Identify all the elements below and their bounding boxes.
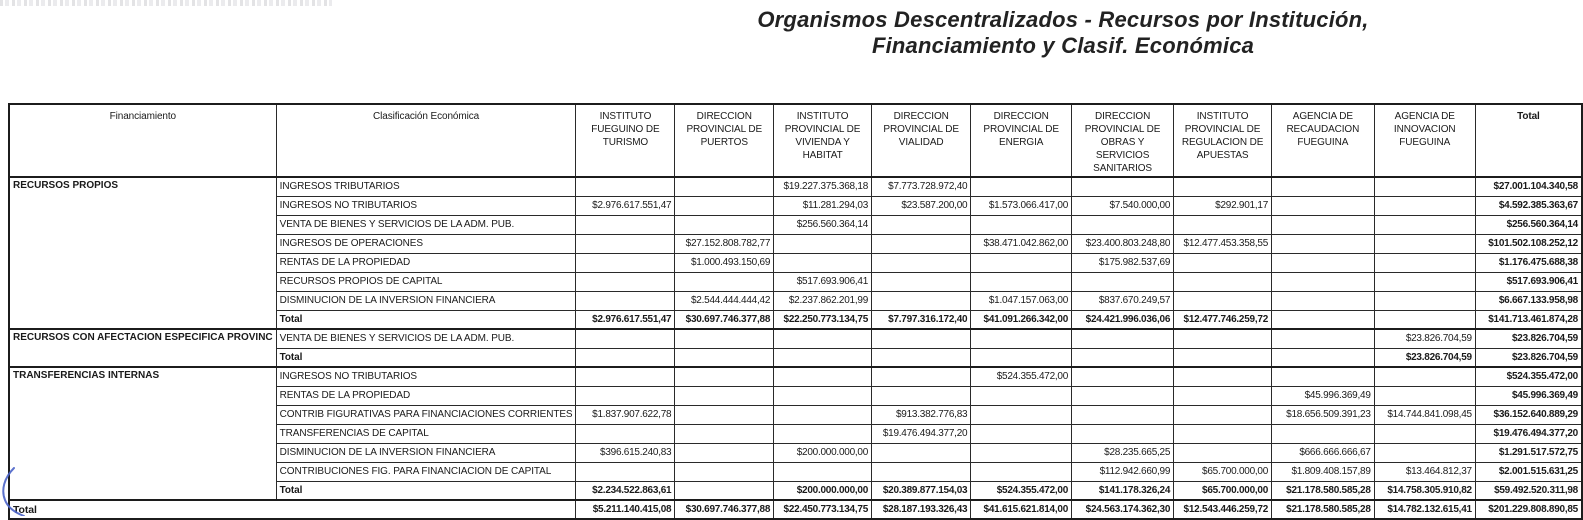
- group-label: RECURSOS CON AFECTACION ESPECIFICA PROVINC: [9, 329, 276, 367]
- row-total-value: $1.176.475.688,38: [1475, 253, 1582, 272]
- value-cell: [576, 386, 675, 405]
- value-cell: [971, 424, 1072, 443]
- value-cell: $21.178.580.585,28: [1272, 500, 1375, 519]
- table-row: [9, 367, 1582, 386]
- value-cell: $41.615.621.814,00: [971, 500, 1072, 519]
- row-label: DISMINUCION DE LA INVERSION FINANCIERA: [276, 443, 576, 462]
- row-label: TRANSFERENCIAS DE CAPITAL: [276, 424, 576, 443]
- value-cell: [1272, 310, 1375, 329]
- value-cell: $11.281.294,03: [774, 196, 872, 215]
- row-total-value: $4.592.385.363,67: [1475, 196, 1582, 215]
- value-cell: [1174, 291, 1272, 310]
- value-cell: $2.544.444.444,42: [675, 291, 774, 310]
- value-cell: [1272, 291, 1375, 310]
- value-cell: [971, 272, 1072, 291]
- value-cell: $292.901,17: [1174, 196, 1272, 215]
- col-header-direccion-provincial-de-energia: DIRECCION PROVINCIAL DE ENERGIA: [971, 104, 1072, 177]
- row-label: RENTAS DE LA PROPIEDAD: [276, 253, 576, 272]
- value-cell: $20.389.877.154,03: [872, 481, 971, 500]
- value-cell: [675, 462, 774, 481]
- value-cell: $666.666.666,67: [1272, 443, 1375, 462]
- value-cell: [872, 272, 971, 291]
- row-label: INGRESOS TRIBUTARIOS: [276, 177, 576, 196]
- value-cell: [576, 234, 675, 253]
- value-cell: [1072, 367, 1174, 386]
- value-cell: [675, 196, 774, 215]
- col-header-financiamiento: Financiamiento: [9, 104, 276, 177]
- value-cell: [576, 367, 675, 386]
- row-label: Total: [276, 481, 576, 500]
- grand-total-row: [9, 500, 1582, 519]
- value-cell: $14.782.132.615,41: [1374, 500, 1475, 519]
- row-label: INGRESOS NO TRIBUTARIOS: [276, 196, 576, 215]
- page-title-line2: Financiamiento y Clasif. Económica: [871, 33, 1255, 58]
- col-header-instituto-provincial-de-regulacion-de-apuestas: INSTITUTO PROVINCIAL DE REGULACION DE APUESTAS: [1174, 104, 1272, 177]
- value-cell: [576, 177, 675, 196]
- table-row: [9, 329, 1582, 348]
- value-cell: $24.421.996.036,06: [1072, 310, 1174, 329]
- value-cell: [675, 272, 774, 291]
- row-total-value: $23.826.704,59: [1475, 329, 1582, 348]
- row-total-value: $2.001.515.631,25: [1475, 462, 1582, 481]
- row-label: INGRESOS DE OPERACIONES: [276, 234, 576, 253]
- value-cell: $23.400.803.248,80: [1072, 234, 1174, 253]
- value-cell: $1.000.493.150,69: [675, 253, 774, 272]
- row-total-value: $36.152.640.889,29: [1475, 405, 1582, 424]
- value-cell: [1072, 215, 1174, 234]
- value-cell: [576, 424, 675, 443]
- value-cell: $112.942.660,99: [1072, 462, 1174, 481]
- value-cell: [872, 443, 971, 462]
- value-cell: $13.464.812,37: [1374, 462, 1475, 481]
- value-cell: [1374, 177, 1475, 196]
- value-cell: [774, 348, 872, 367]
- row-total-value: $45.996.369,49: [1475, 386, 1582, 405]
- col-header-agencia-de-recaudacion-fueguina: AGENCIA DE RECAUDACION FUEGUINA: [1272, 104, 1375, 177]
- value-cell: [1272, 215, 1375, 234]
- value-cell: [872, 291, 971, 310]
- value-cell: [774, 405, 872, 424]
- row-total-value: $1.291.517.572,75: [1475, 443, 1582, 462]
- value-cell: [1374, 424, 1475, 443]
- value-cell: [971, 253, 1072, 272]
- value-cell: [971, 405, 1072, 424]
- value-cell: [1374, 234, 1475, 253]
- col-header-agencia-de-innovacion-fueguina: AGENCIA DE INNOVACION FUEGUINA: [1374, 104, 1475, 177]
- value-cell: [971, 177, 1072, 196]
- value-cell: $1.809.408.157,89: [1272, 462, 1375, 481]
- header-row: [9, 104, 1582, 177]
- value-cell: [971, 348, 1072, 367]
- value-cell: [774, 367, 872, 386]
- col-header-direccion-provincial-de-vialidad: DIRECCION PROVINCIAL DE VIALIDAD: [872, 104, 971, 177]
- value-cell: [971, 329, 1072, 348]
- value-cell: $2.237.862.201,99: [774, 291, 872, 310]
- value-cell: [1272, 234, 1375, 253]
- value-cell: [576, 462, 675, 481]
- value-cell: $5.211.140.415,08: [576, 500, 675, 519]
- value-cell: [675, 443, 774, 462]
- value-cell: $1.047.157.063,00: [971, 291, 1072, 310]
- value-cell: $7.540.000,00: [1072, 196, 1174, 215]
- value-cell: [1374, 310, 1475, 329]
- col-header-instituto-fueguino-de-turismo: INSTITUTO FUEGUINO DE TURISMO: [576, 104, 675, 177]
- row-label: Total: [276, 348, 576, 367]
- value-cell: [872, 462, 971, 481]
- page-title: [563, 7, 1563, 59]
- value-cell: [675, 367, 774, 386]
- value-cell: [1272, 196, 1375, 215]
- value-cell: $1.837.907.622,78: [576, 405, 675, 424]
- value-cell: [1374, 253, 1475, 272]
- row-label: CONTRIB FIGURATIVAS PARA FINANCIACIONES CORRIENTES: [276, 405, 576, 424]
- value-cell: $7.797.316.172,40: [872, 310, 971, 329]
- value-cell: [1374, 272, 1475, 291]
- row-total-value: $19.476.494.377,20: [1475, 424, 1582, 443]
- value-cell: $23.587.200,00: [872, 196, 971, 215]
- value-cell: [1174, 443, 1272, 462]
- col-header-direccion-provincial-de-obras-y-servicios-sanitarios: DIRECCION PROVINCIAL DE OBRAS Y SERVICIOS SANITARIOS: [1072, 104, 1174, 177]
- value-cell: [774, 253, 872, 272]
- value-cell: $28.187.193.326,43: [872, 500, 971, 519]
- report-table: [8, 103, 1583, 520]
- value-cell: $396.615.240,83: [576, 443, 675, 462]
- value-cell: $65.700.000,00: [1174, 462, 1272, 481]
- row-label: CONTRIBUCIONES FIG. PARA FINANCIACION DE CAPITAL: [276, 462, 576, 481]
- value-cell: [971, 386, 1072, 405]
- value-cell: [675, 481, 774, 500]
- value-cell: [1174, 405, 1272, 424]
- value-cell: [774, 386, 872, 405]
- value-cell: $27.152.808.782,77: [675, 234, 774, 253]
- value-cell: $23.826.704,59: [1374, 329, 1475, 348]
- value-cell: [971, 215, 1072, 234]
- value-cell: $14.744.841.098,45: [1374, 405, 1475, 424]
- value-cell: $24.563.174.362,30: [1072, 500, 1174, 519]
- value-cell: [1374, 367, 1475, 386]
- value-cell: [872, 348, 971, 367]
- value-cell: [774, 329, 872, 348]
- value-cell: [1174, 386, 1272, 405]
- value-cell: [576, 272, 675, 291]
- value-cell: $913.382.776,83: [872, 405, 971, 424]
- col-header-instituto-provincial-de-vivienda-y-habitat: INSTITUTO PROVINCIAL DE VIVIENDA Y HABITAT: [774, 104, 872, 177]
- value-cell: [675, 177, 774, 196]
- value-cell: [576, 348, 675, 367]
- value-cell: $30.697.746.377,88: [675, 310, 774, 329]
- value-cell: [675, 386, 774, 405]
- value-cell: $41.091.266.342,00: [971, 310, 1072, 329]
- value-cell: $21.178.580.585,28: [1272, 481, 1375, 500]
- value-cell: [1374, 215, 1475, 234]
- row-label: Total: [276, 310, 576, 329]
- value-cell: [872, 253, 971, 272]
- value-cell: $837.670.249,57: [1072, 291, 1174, 310]
- value-cell: [1272, 424, 1375, 443]
- group-label: RECURSOS PROPIOS: [9, 177, 276, 329]
- table-row: [9, 177, 1582, 196]
- value-cell: $18.656.509.391,23: [1272, 405, 1375, 424]
- value-cell: $38.471.042.862,00: [971, 234, 1072, 253]
- value-cell: [872, 234, 971, 253]
- row-total-value: $201.229.808.890,85: [1475, 500, 1582, 519]
- value-cell: [675, 329, 774, 348]
- value-cell: $200.000.000,00: [774, 443, 872, 462]
- value-cell: $524.355.472,00: [971, 367, 1072, 386]
- row-label: RECURSOS PROPIOS DE CAPITAL: [276, 272, 576, 291]
- value-cell: [1174, 348, 1272, 367]
- value-cell: [1272, 253, 1375, 272]
- value-cell: [1272, 329, 1375, 348]
- value-cell: [872, 367, 971, 386]
- grand-total-label: Total: [9, 500, 576, 519]
- pen-mark-artifact: [0, 462, 34, 516]
- row-total-value: $27.001.104.340,58: [1475, 177, 1582, 196]
- value-cell: [971, 443, 1072, 462]
- value-cell: [1072, 177, 1174, 196]
- value-cell: $256.560.364,14: [774, 215, 872, 234]
- value-cell: [1072, 405, 1174, 424]
- row-total-value: $256.560.364,14: [1475, 215, 1582, 234]
- value-cell: $2.234.522.863,61: [576, 481, 675, 500]
- value-cell: [576, 253, 675, 272]
- value-cell: $19.227.375.368,18: [774, 177, 872, 196]
- row-total-value: $101.502.108.252,12: [1475, 234, 1582, 253]
- value-cell: [1174, 329, 1272, 348]
- value-cell: $175.982.537,69: [1072, 253, 1174, 272]
- row-label: RENTAS DE LA PROPIEDAD: [276, 386, 576, 405]
- value-cell: [576, 329, 675, 348]
- value-cell: [1174, 367, 1272, 386]
- value-cell: [872, 386, 971, 405]
- value-cell: [774, 424, 872, 443]
- value-cell: $517.693.906,41: [774, 272, 872, 291]
- value-cell: $28.235.665,25: [1072, 443, 1174, 462]
- row-total-value: $141.713.461.874,28: [1475, 310, 1582, 329]
- value-cell: [774, 234, 872, 253]
- col-header-direccion-provincial-de-puertos: DIRECCION PROVINCIAL DE PUERTOS: [675, 104, 774, 177]
- value-cell: $7.773.728.972,40: [872, 177, 971, 196]
- value-cell: $2.976.617.551,47: [576, 310, 675, 329]
- value-cell: [1072, 424, 1174, 443]
- value-cell: [1072, 386, 1174, 405]
- value-cell: [872, 215, 971, 234]
- group-label: TRANSFERENCIAS INTERNAS: [9, 367, 276, 500]
- value-cell: [1374, 196, 1475, 215]
- value-cell: [675, 424, 774, 443]
- value-cell: [774, 462, 872, 481]
- value-cell: [1374, 443, 1475, 462]
- value-cell: [1174, 253, 1272, 272]
- row-label: VENTA DE BIENES Y SERVICIOS DE LA ADM. PUB.: [276, 329, 576, 348]
- row-total-value: $59.492.520.311,98: [1475, 481, 1582, 500]
- value-cell: $22.250.773.134,75: [774, 310, 872, 329]
- value-cell: [1174, 177, 1272, 196]
- value-cell: [675, 348, 774, 367]
- row-label: VENTA DE BIENES Y SERVICIOS DE LA ADM. PUB.: [276, 215, 576, 234]
- value-cell: $22.450.773.134,75: [774, 500, 872, 519]
- value-cell: [1272, 348, 1375, 367]
- value-cell: $2.976.617.551,47: [576, 196, 675, 215]
- row-total-value: $517.693.906,41: [1475, 272, 1582, 291]
- value-cell: [971, 462, 1072, 481]
- row-total-value: $23.826.704,59: [1475, 348, 1582, 367]
- value-cell: [1072, 329, 1174, 348]
- value-cell: $19.476.494.377,20: [872, 424, 971, 443]
- row-total-value: $6.667.133.958,98: [1475, 291, 1582, 310]
- table-body: [9, 177, 1582, 519]
- table-header: [9, 104, 1582, 177]
- value-cell: [1272, 367, 1375, 386]
- value-cell: [675, 215, 774, 234]
- row-total-value: $524.355.472,00: [1475, 367, 1582, 386]
- value-cell: [1272, 177, 1375, 196]
- value-cell: [1374, 386, 1475, 405]
- value-cell: [1174, 272, 1272, 291]
- value-cell: [576, 215, 675, 234]
- value-cell: $12.543.446.259,72: [1174, 500, 1272, 519]
- scan-noise-artifact: [0, 0, 332, 6]
- value-cell: [1072, 272, 1174, 291]
- value-cell: $30.697.746.377,88: [675, 500, 774, 519]
- value-cell: [1174, 424, 1272, 443]
- value-cell: [872, 329, 971, 348]
- row-label: DISMINUCION DE LA INVERSION FINANCIERA: [276, 291, 576, 310]
- value-cell: $65.700.000,00: [1174, 481, 1272, 500]
- value-cell: $14.758.305.910,82: [1374, 481, 1475, 500]
- value-cell: [576, 291, 675, 310]
- value-cell: $45.996.369,49: [1272, 386, 1375, 405]
- value-cell: $141.178.326,24: [1072, 481, 1174, 500]
- value-cell: $524.355.472,00: [971, 481, 1072, 500]
- value-cell: [1374, 291, 1475, 310]
- value-cell: $12.477.746.259,72: [1174, 310, 1272, 329]
- value-cell: $12.477.453.358,55: [1174, 234, 1272, 253]
- row-label: INGRESOS NO TRIBUTARIOS: [276, 367, 576, 386]
- page-title-line1: Organismos Descentralizados - Recursos por Institución,: [757, 7, 1369, 32]
- value-cell: $200.000.000,00: [774, 481, 872, 500]
- value-cell: $1.573.066.417,00: [971, 196, 1072, 215]
- col-header-total: Total: [1475, 104, 1582, 177]
- value-cell: $23.826.704,59: [1374, 348, 1475, 367]
- value-cell: [1272, 272, 1375, 291]
- value-cell: [675, 405, 774, 424]
- value-cell: [1174, 215, 1272, 234]
- value-cell: [1072, 348, 1174, 367]
- col-header-clasificaci-n-econ-mica: Clasificación Económica: [276, 104, 576, 177]
